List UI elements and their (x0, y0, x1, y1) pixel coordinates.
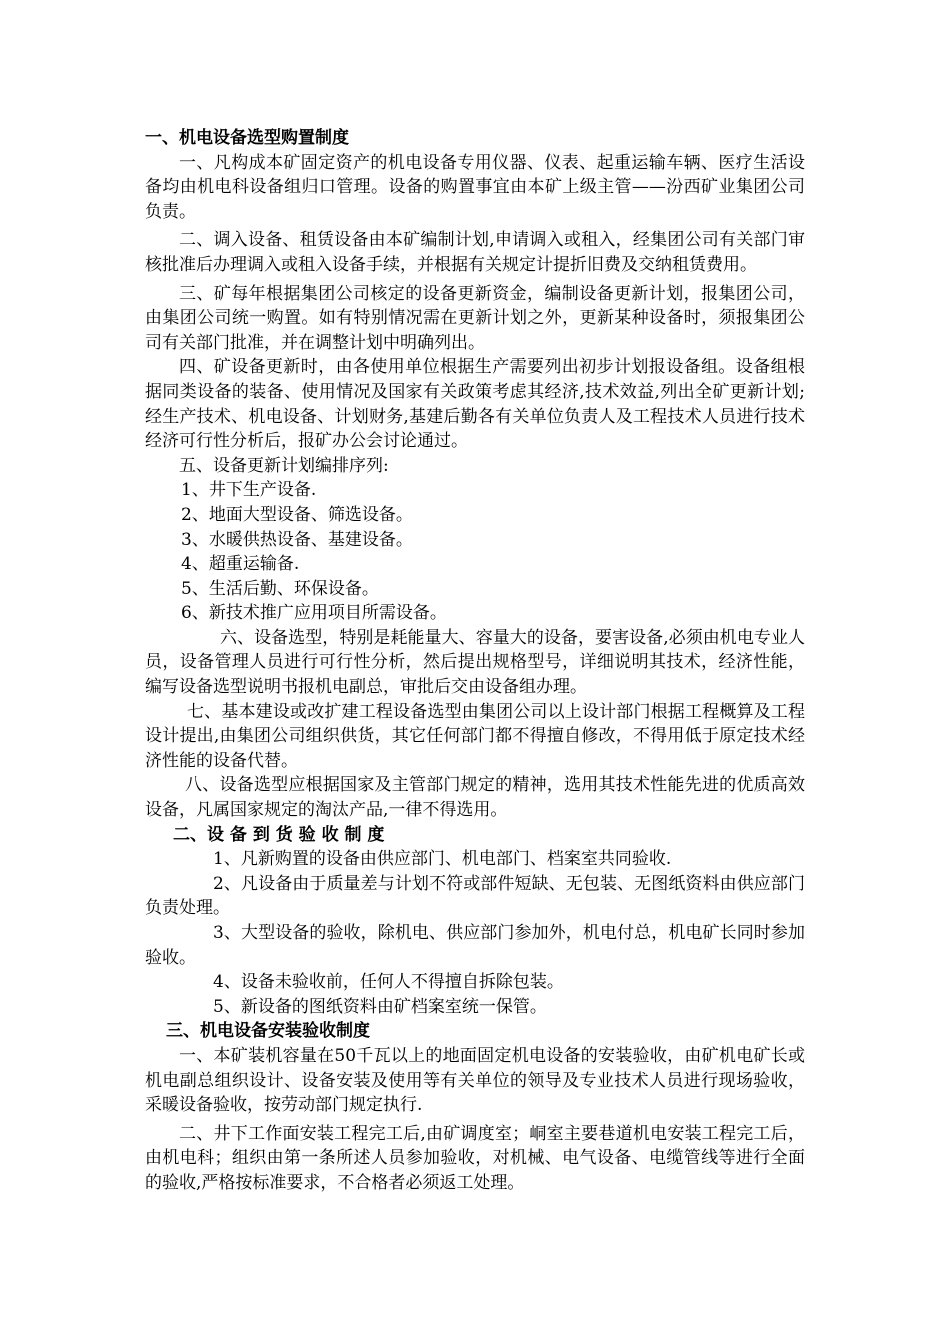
paragraph: 四、矿设备更新时，由各使用单位根据生产需要列出初步计划报设备组。设备组根据同类设备的装备、使用情况及国家有关政策考虑其经济,技术效益,列出全矿更新计划;经生产技术、机电设备、计划财务,基建后勤各有关单位负责人及工程技术人员进行技术经济可行性分析后，报矿办公会讨论通过。 (145, 357, 805, 452)
paragraph: 2、凡设备由于质量差与计划不符或部件短缺、无包装、无图纸资料由供应部门负责处理。 (145, 873, 805, 919)
paragraph: 三、矿每年根据集团公司核定的设备更新资金，编制设备更新计划，报集团公司，由集团公司统一购置。如有特别情况需在更新计划之外，更新某种设备时，须报集团公司有关部门批准，并在调整计划中明确列出。 (145, 283, 805, 353)
paragraph: 二、井下工作面安装工程完工后,由矿调度室；峒室主要巷道机电安装工程完工后，由机电科；组织由第一条所述人员参加验收，对机械、电气设备、电缆管线等进行全面的验收,严格按标准要求，不合格者必须返工处理。 (145, 1123, 805, 1193)
list-item: 5、生活后勤、环保设备。 (181, 578, 379, 599)
list-item: 3、水暖供热设备、基建设备。 (181, 529, 413, 550)
paragraph: 八、设备选型应根据国家及主管部门规定的精神，选用其技术性能先进的优质高效设备，凡属国家规定的淘汰产品,一律不得选用。 (145, 775, 805, 821)
paragraph: 六、设备选型，特别是耗能量大、容量大的设备，要害设备,必须由机电专业人员，设备管理人员进行可行性分析，然后提出规格型号，详细说明其技术，经济性能，编写设备选型说明书报机电副总，审批后交由设备组办理。 (145, 627, 805, 698)
paragraph: 一、本矿装机容量在50千瓦以上的地面固定机电设备的安装验收，由矿机电矿长或机电副总组织设计、设备安装及使用等有关单位的领导及专业技术人员进行现场验收，采暖设备验收，按劳动部门规定执行. (145, 1045, 805, 1116)
list-item: 4、超重运输备. (181, 554, 300, 575)
section-heading-3: 三、机电设备安装验收制度 (166, 1021, 370, 1042)
paragraph: 五、设备更新计划编排序列: (179, 455, 389, 476)
paragraph: 5、新设备的图纸资料由矿档案室统一保管。 (213, 996, 547, 1017)
paragraph: 1、凡新购置的设备由供应部门、机电部门、档案室共同验收. (213, 849, 672, 870)
list-item: 1、井下生产设备. (181, 480, 317, 501)
paragraph: 一、凡构成本矿固定资产的机电设备专用仪器、仪表、起重运输车辆、医疗生活设备均由机电科设备组归口管理。设备的购置事宜由本矿上级主管——汾西矿业集团公司负责。 (145, 152, 805, 222)
section-heading-2: 二、设 备 到 货 验 收 制 度 (173, 824, 385, 845)
paragraph: 4、设备未验收前，任何人不得擅自拆除包装。 (213, 972, 564, 993)
list-item: 6、新技术推广应用项目所需设备。 (181, 603, 447, 624)
paragraph: 3、大型设备的验收，除机电、供应部门参加外，机电付总，机电矿长同时参加验收。 (145, 923, 805, 968)
document-body (145, 126, 805, 1196)
paragraph: 七、基本建设或改扩建工程设备选型由集团公司以上设计部门根据工程概算及工程设计提出,由集团公司组织供货，其它任何部门都不得擅自修改，不得用低于原定技术经济性能的设备代替。 (145, 701, 805, 771)
list-item: 2、地面大型设备、筛选设备。 (181, 504, 413, 525)
paragraph: 二、调入设备、租赁设备由本矿编制计划,申请调入或租入，经集团公司有关部门审核批准后办理调入或租入设备手续，并根据有关规定计提折旧费及交纳租赁费用。 (145, 230, 805, 275)
section-heading-1: 一、机电设备选型购置制度 (145, 128, 349, 148)
